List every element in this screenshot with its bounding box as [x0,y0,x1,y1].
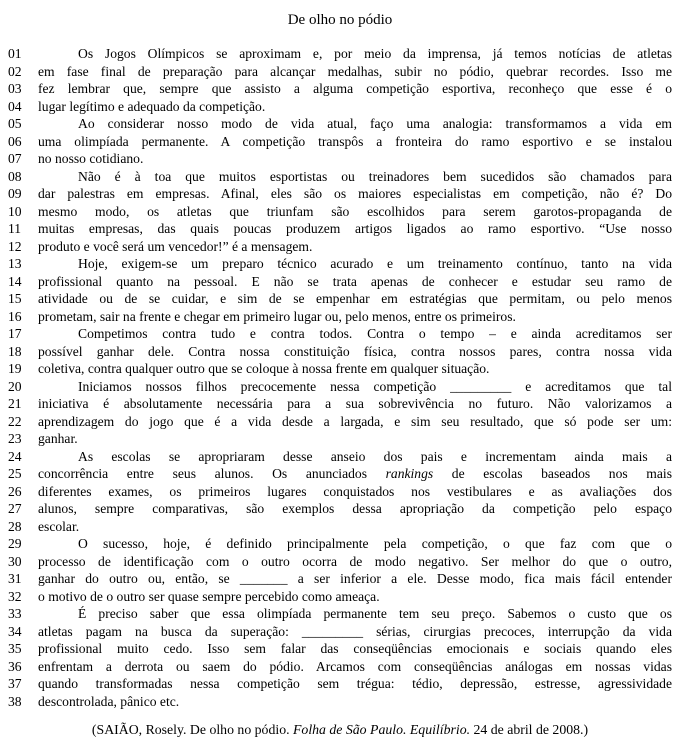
text-line [8,150,672,168]
line-text: diferentes exames, os primeiros lugares conquistados nos vestibulares e as avaliações dos [38,483,672,499]
line-number: 35 [8,641,22,656]
line-number: 24 [8,448,22,464]
text-line [8,80,672,98]
line-number: 20 [8,378,22,394]
line-text: Iniciamos nossos filhos precocemente nessa competição _________ e acreditamos que tal [78,378,672,394]
line-number: 21 [8,396,22,411]
text-line [8,185,672,203]
line-text: dar palestras em empresas. Afinal, eles são os maiores especialistas em competição, não é? Do [38,186,672,201]
line-number: 07 [8,151,22,166]
line-text: descontrolada, pânico etc. [38,693,180,709]
line-number: 08 [8,168,22,184]
text-line [8,63,672,81]
line-number: 18 [8,343,22,359]
line-text: Os Jogos Olímpicos se aproximam e, por meio da imprensa, já temos notícias de atletas [78,46,672,61]
text-line [8,308,672,326]
line-number: 29 [8,536,22,551]
line-text: possível ganhar dele. Contra nossa constituição física, contra nossos pares, contra nossa vida [38,343,672,359]
line-number: 06 [8,133,22,149]
text-line [8,570,672,588]
line-number: 02 [8,63,22,79]
line-number: 17 [8,326,22,341]
line-text: coletiva, contra qualquer outro que se coloque à nossa frente em qualquer situação. [38,361,490,376]
line-number: 31 [8,571,22,586]
line-text: mesmo modo, os atletas que triunfam são escolhidos para serem garotos-propaganda de [38,203,672,219]
text-line [8,395,672,413]
line-text: o motivo de o outro ser quase sempre percebido como ameaça. [38,588,380,604]
line-text: enfrentam a derrota ou saem do pódio. Arcamos com conseqüências análogas em nossas vidas [38,658,672,674]
line-text: aprendizagem do jogo que é a vida desde a largada, e sim seu resultado, que só pode ser um: [38,413,672,429]
line-number: 25 [8,466,22,481]
line-text: quando transformadas nessa competição sem trégua: tédio, depressão, estresse, agressividade [38,676,672,691]
text-line [8,693,672,711]
line-text: produto e você será um vencedor!” é a mensagem. [38,238,313,254]
text-line [8,290,672,308]
text-body [8,45,672,710]
text-line [8,220,672,238]
text-line [8,623,672,641]
text-line [8,675,672,693]
line-text: concorrência entre seus alunos. Os anunciados rankings de escolas baseados nos mais [38,466,672,481]
text-line [8,168,672,186]
text-line [8,45,672,63]
text-line [8,343,672,361]
line-number: 16 [8,308,22,324]
line-number: 11 [8,221,22,236]
line-text: profissional quanto na pessoal. E não se trata apenas de conhecer e estudar seu ramo de [38,273,672,289]
line-text: Hoje, exigem-se um preparo técnico acurado e um treinamento contínuo, tanto na vida [78,256,672,271]
line-number: 03 [8,81,22,96]
line-number: 15 [8,291,22,306]
text-line [8,133,672,151]
line-number: 19 [8,361,22,376]
line-number: 28 [8,518,22,534]
line-number: 22 [8,413,22,429]
line-text: Competimos contra tudo e contra todos. Contra o tempo – e ainda acreditamos ser [78,326,672,341]
citation: (SAIÃO, Rosely. De olho no pódio. Folha de São Paulo. Equilíbrio. 24 de abril de 2008.) [91,722,589,737]
line-text: no nosso cotidiano. [38,151,144,166]
line-number: 05 [8,116,22,131]
line-number: 26 [8,483,22,499]
line-number: 27 [8,501,22,516]
text-line [8,553,672,571]
text-line [8,483,672,501]
text-line [8,535,672,553]
line-text: Não é à toa que muitos esportistas ou treinadores bem sucedidos são chamados para [78,168,672,184]
text-line [8,465,672,483]
text-line [8,413,672,431]
line-text: em fase final de preparação para alcançar medalhas, subir no pódio, quebrar recordes. Isso me [38,63,672,79]
text-line [8,203,672,221]
line-number: 30 [8,553,22,569]
text-line [8,588,672,606]
text-line [8,325,672,343]
line-number: 37 [8,676,22,691]
line-text: ganhar do outro ou, então, se _______ a ser inferior a ele. Desse modo, fica mais fácil entender [38,571,672,586]
line-number: 09 [8,186,22,201]
line-number: 36 [8,658,22,674]
line-text: O sucesso, hoje, é definido principalmente pela competição, o que faz com que o [78,536,672,551]
line-number: 32 [8,588,22,604]
line-number: 38 [8,693,22,709]
line-text: alunos, sempre comparativas, são exemplos dessa apropriação da competição pelo espaço [38,501,672,516]
text-line [8,518,672,536]
text-line [8,448,672,466]
line-text: profissional muito cedo. Isso sem falar das conseqüências emocionais e sociais quando eles [38,641,672,656]
line-number: 10 [8,203,22,219]
line-text: prometam, sair na frente e chegar em primeiro lugar ou, pelo menos, entre os primeiros. [38,308,516,324]
line-text: processo de identificação com o outro ocorra de modo negativo. Ser melhor do que o outro, [38,553,672,569]
text-line [8,378,672,396]
line-number: 12 [8,238,22,254]
text-line [8,640,672,658]
line-text: É preciso saber que essa olimpíada permanente tem seu preço. Sabemos o custo que os [78,606,672,621]
line-number: 01 [8,46,22,61]
line-text: As escolas se apropriaram desse anseio dos pais e incrementam ainda mais a [78,448,672,464]
text-line [8,500,672,518]
line-number: 13 [8,256,22,271]
line-text: iniciativa é absolutamente necessária para a sua sobrevivência no futuro. Não valorizamos a [38,396,672,411]
text-line [8,273,672,291]
text-line [8,430,672,448]
line-text: muitas empresas, das quais poucas produzem artigos ligados ao ramo esportivo. “Use nosso [38,221,672,236]
line-text: uma olimpíada permanente. A competição transpôs a fronteira do ramo esportivo e se instalou [38,133,672,149]
line-text: atividade ou de se cuidar, e sim de se empenhar em estratégias que permitam, ou pelo menos [38,291,672,306]
text-line [8,238,672,256]
line-text: escolar. [38,518,80,534]
line-number: 33 [8,606,22,621]
line-number: 23 [8,431,22,446]
line-number: 34 [8,623,22,639]
text-line [8,658,672,676]
text-line [8,360,672,378]
text-line [8,605,672,623]
line-text: atletas pagam na busca da superação: _________ sérias, cirurgias precoces, interrupção da vida [38,623,672,639]
line-number: 04 [8,98,22,114]
text-line [8,115,672,133]
line-number: 14 [8,273,22,289]
line-text: fez lembrar que, sempre que assisto a alguma competição esportiva, reconheço que esse é o [38,81,672,96]
line-text: ganhar. [38,431,78,446]
text-line [8,98,672,116]
text-line [8,255,672,273]
line-text: lugar legítimo e adequado da competição. [38,98,266,114]
page-title: De olho no pódio [287,12,393,28]
line-text: Ao considerar nosso modo de vida atual, faço uma analogia: transformamos a vida em [78,116,672,131]
